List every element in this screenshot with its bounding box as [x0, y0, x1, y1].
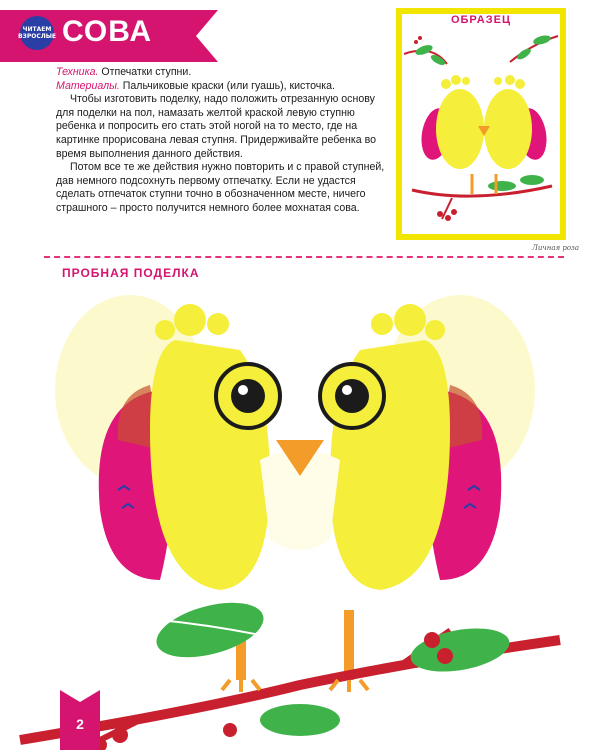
materials-line	[56, 80, 392, 94]
age-badge	[17, 16, 57, 50]
section-divider	[44, 256, 564, 258]
age-badge-text: ЧИТАЕМ ВЗРОСЛЫЕ	[17, 26, 57, 40]
page-title: СОВА	[62, 15, 153, 48]
sample-frame	[396, 8, 566, 240]
technique-line	[56, 66, 392, 80]
instruction-paragraph-1: Чтобы изготовить поделку, надо положить отрезанную основу для поделки на пол, намазать желтой краской левую ступню ребенка и попросить его стать этой ногой на то место, где на картинке прорисована левая ступня. Придерживайте ребенка во время выполнения данного действия.	[56, 93, 377, 160]
technique-label: Техника.	[56, 66, 99, 78]
trial-section-title: ПРОБНАЯ ПОДЕЛКА	[62, 266, 200, 280]
materials-label: Материалы.	[56, 79, 120, 92]
artist-signature: Личная роза	[532, 244, 580, 252]
sample-title: ОБРАЗЕЦ	[450, 14, 512, 26]
instruction-paragraph-2: Потом все те же действия нужно повторить и с правой ступней, дав немного подсохнуть первому отпечатку. Если не удастся сделать отпечаток ступни точно в обозначенном месте, ничего страшного – просто получится немного более мохнатая сова.	[56, 161, 385, 214]
materials-value: Пальчиковые краски (или гуашь), кисточка.	[122, 79, 335, 92]
page-number: 2	[76, 716, 84, 732]
trial-owl-illustration	[0, 280, 600, 750]
technique-value: Отпечатки ступни.	[101, 66, 192, 78]
instructions	[56, 66, 392, 216]
sample-owl-illustration	[402, 14, 560, 234]
